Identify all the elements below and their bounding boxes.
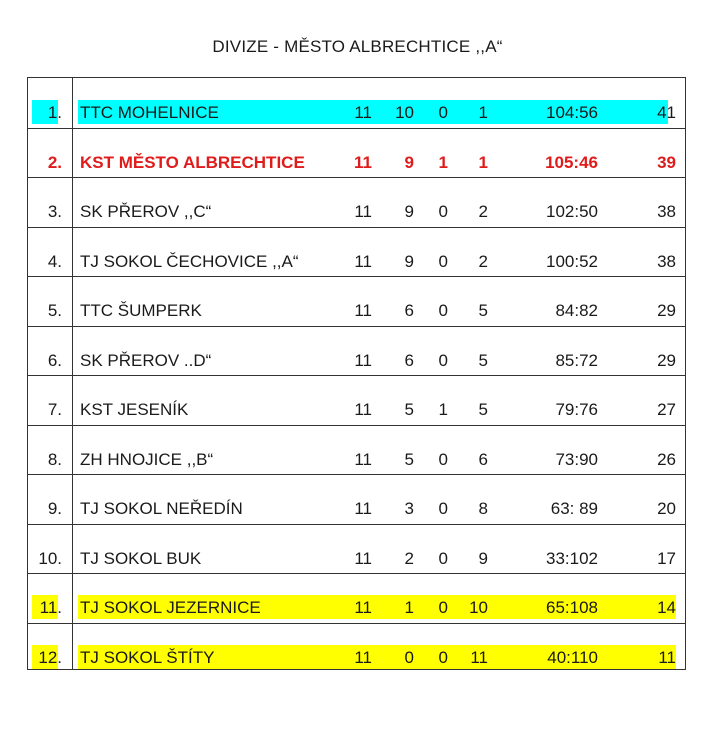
team-cell: TJ SOKOL ČECHOVICE ,,A“ <box>80 251 299 271</box>
team-cell: TJ SOKOL NEŘEDÍN <box>80 499 243 518</box>
rank-cell: 3. <box>47 202 62 221</box>
points-cell: 29 <box>657 350 676 370</box>
points-cell: 26 <box>657 449 676 469</box>
won-cell: 9 <box>404 152 414 172</box>
rank-cell: 1. <box>47 103 62 122</box>
standings-table <box>27 77 686 670</box>
team-cell: TTC MOHELNICE <box>80 103 219 122</box>
won-cell: 9 <box>404 251 414 271</box>
played-cell: 11 <box>354 548 372 568</box>
points-cell: 38 <box>657 202 676 221</box>
rank-cell: 6. <box>47 350 62 370</box>
lost-cell: 11 <box>470 647 488 667</box>
score-cell: 84:82 <box>555 301 598 320</box>
rank-cell: 12. <box>38 647 62 667</box>
played-cell: 11 <box>354 251 372 271</box>
lost-cell: 10 <box>469 598 488 617</box>
points-cell: 29 <box>657 301 676 320</box>
lost-cell: 2 <box>478 251 488 271</box>
score-cell: 105:46 <box>545 152 598 172</box>
points-cell: 38 <box>657 251 676 271</box>
table-row <box>28 276 685 326</box>
rank-cell: 9. <box>47 499 62 518</box>
won-cell: 5 <box>404 400 414 419</box>
rank-cell: 7. <box>47 400 62 419</box>
team-cell: KST JESENÍK <box>80 400 189 419</box>
lost-cell: 5 <box>478 301 488 320</box>
lost-cell: 8 <box>478 499 488 518</box>
table-row <box>28 573 685 623</box>
played-cell: 11 <box>354 400 372 419</box>
won-cell: 9 <box>404 202 414 221</box>
score-cell: 85:72 <box>555 350 598 370</box>
draw-cell: 0 <box>438 449 448 469</box>
points-cell: 20 <box>657 499 676 518</box>
lost-cell: 2 <box>478 202 488 221</box>
table-row <box>28 474 685 524</box>
won-cell: 2 <box>404 548 414 568</box>
score-cell: 65:108 <box>546 598 598 617</box>
lost-cell: 5 <box>478 350 488 370</box>
team-cell: TTC ŠUMPERK <box>80 301 202 320</box>
table-row <box>28 177 685 227</box>
played-cell: 11 <box>354 449 372 469</box>
score-cell: 100:52 <box>546 251 598 271</box>
table-row <box>28 524 685 574</box>
score-cell: 79:76 <box>555 400 598 419</box>
draw-cell: 0 <box>438 499 448 518</box>
score-cell: 102:50 <box>546 202 598 221</box>
draw-cell: 1 <box>438 400 448 419</box>
played-cell: 11 <box>354 103 372 122</box>
lost-cell: 1 <box>478 152 488 172</box>
lost-cell: 9 <box>478 548 488 568</box>
lost-cell: 1 <box>478 103 488 122</box>
played-cell: 11 <box>354 202 372 221</box>
rank-cell: 2. <box>47 152 62 172</box>
table-row <box>28 78 685 128</box>
team-cell: SK PŘEROV ,,C“ <box>80 202 212 221</box>
team-cell: SK PŘEROV ..D“ <box>80 350 212 370</box>
draw-cell: 0 <box>438 598 448 617</box>
played-cell: 11 <box>354 350 372 370</box>
won-cell: 5 <box>404 449 414 469</box>
team-cell: TJ SOKOL BUK <box>80 548 202 568</box>
lost-cell: 6 <box>478 449 488 469</box>
table-row <box>28 425 685 475</box>
score-cell: 73:90 <box>555 449 598 469</box>
table-row <box>28 227 685 277</box>
draw-cell: 0 <box>438 647 448 667</box>
draw-cell: 1 <box>438 152 448 172</box>
points-cell: 11 <box>658 647 676 667</box>
score-cell: 33:102 <box>546 548 598 568</box>
won-cell: 3 <box>404 499 414 518</box>
played-cell: 11 <box>354 598 372 617</box>
score-cell: 63: 89 <box>550 499 598 518</box>
won-cell: 10 <box>395 103 414 122</box>
team-cell: TJ SOKOL ŠTÍTY <box>80 647 215 667</box>
won-cell: 1 <box>404 598 414 617</box>
points-cell: 39 <box>657 152 676 172</box>
team-cell: TJ SOKOL JEZERNICE <box>80 598 261 617</box>
rank-cell: 10. <box>38 548 62 568</box>
draw-cell: 0 <box>438 103 448 122</box>
played-cell: 11 <box>354 647 372 667</box>
rank-cell: 5. <box>47 301 62 320</box>
points-cell: 41 <box>657 103 676 122</box>
score-cell: 40:110 <box>547 647 598 667</box>
won-cell: 6 <box>404 350 414 370</box>
lost-cell: 5 <box>478 400 488 419</box>
rank-cell: 4. <box>47 251 62 271</box>
points-cell: 17 <box>657 548 676 568</box>
draw-cell: 0 <box>438 202 448 221</box>
rank-cell: 8. <box>47 449 62 469</box>
team-cell: ZH HNOJICE ,,B“ <box>80 449 214 469</box>
played-cell: 11 <box>354 301 372 320</box>
table-row <box>28 326 685 376</box>
table-row <box>28 128 685 178</box>
table-row <box>28 375 685 425</box>
draw-cell: 0 <box>438 251 448 271</box>
played-cell: 11 <box>354 152 372 172</box>
won-cell: 6 <box>404 301 414 320</box>
rank-cell: 11. <box>39 598 62 617</box>
table-row <box>28 623 685 673</box>
played-cell: 11 <box>354 499 372 518</box>
won-cell: 0 <box>404 647 414 667</box>
draw-cell: 0 <box>438 350 448 370</box>
draw-cell: 0 <box>438 301 448 320</box>
team-cell: KST MĚSTO ALBRECHTICE <box>80 152 305 172</box>
points-cell: 14 <box>657 598 676 617</box>
table-title: DIVIZE - MĚSTO ALBRECHTICE ,,A“ <box>212 37 503 56</box>
draw-cell: 0 <box>438 548 448 568</box>
score-cell: 104:56 <box>546 103 598 122</box>
points-cell: 27 <box>657 400 676 419</box>
